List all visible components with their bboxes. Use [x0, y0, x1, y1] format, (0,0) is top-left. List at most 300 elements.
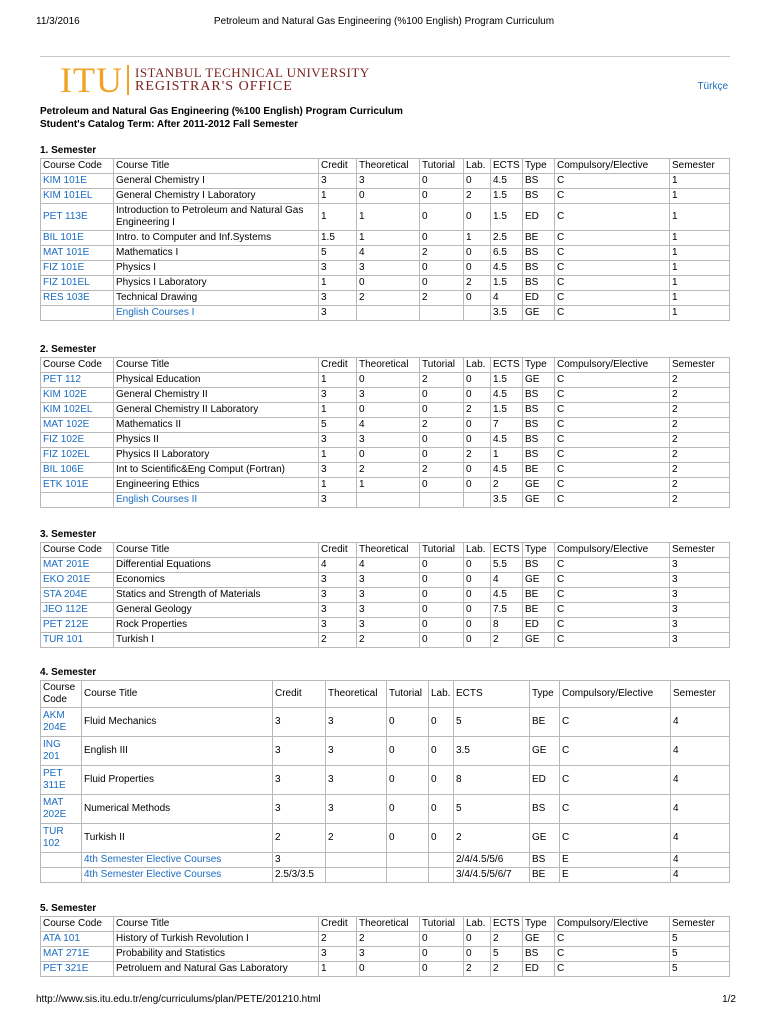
table-row: [41, 261, 730, 276]
column-header-credit: Credit: [319, 917, 357, 932]
course-title-cell: Rock Properties: [114, 618, 319, 633]
compulsory-elective-cell: C: [555, 373, 670, 388]
semester-cell: 1: [670, 189, 730, 204]
course-title-cell: Fluid Properties: [82, 766, 273, 795]
course-code-cell: [41, 708, 82, 737]
ects-cell: 2: [491, 932, 523, 947]
course-code-cell: [41, 853, 82, 868]
course-code-cell: [41, 448, 114, 463]
ects-cell: 2: [491, 962, 523, 977]
type-cell: BS: [530, 853, 560, 868]
ects-cell: 4.5: [491, 174, 523, 189]
compulsory-elective-cell: C: [555, 433, 670, 448]
course-code-link[interactable]: PET 212E: [43, 619, 89, 630]
column-header-tutorial: Tutorial: [420, 917, 464, 932]
compulsory-elective-cell: C: [555, 261, 670, 276]
compulsory-elective-cell: C: [555, 932, 670, 947]
credit-cell: 3: [319, 603, 357, 618]
column-header-theoretical: Theoretical: [357, 543, 420, 558]
semester-cell: 2: [670, 388, 730, 403]
type-cell: ED: [523, 962, 555, 977]
semester-1-title: 1. Semester: [40, 145, 97, 156]
semester-cell: 2: [670, 448, 730, 463]
lab-cell: 0: [464, 388, 491, 403]
lab-cell: 0: [464, 174, 491, 189]
program-heading: [40, 105, 730, 131]
table-row: [41, 388, 730, 403]
elective-courses-link[interactable]: English Courses II: [116, 494, 198, 505]
ects-cell: 3.5: [491, 306, 523, 321]
course-code-link[interactable]: BIL 106E: [43, 464, 84, 475]
type-cell: BE: [523, 603, 555, 618]
credit-cell: 3: [319, 588, 357, 603]
course-code-link[interactable]: ATA 101: [43, 933, 80, 944]
tutorial-cell: 0: [387, 737, 429, 766]
type-cell: GE: [523, 633, 555, 648]
theoretical-cell: 3: [357, 261, 420, 276]
lab-cell: 0: [464, 558, 491, 573]
course-code-link[interactable]: MAT 102E: [43, 419, 90, 430]
type-cell: ED: [530, 766, 560, 795]
course-code-cell: [41, 204, 114, 231]
course-code-link[interactable]: RES 103E: [43, 292, 90, 303]
table-row: [41, 174, 730, 189]
semester-4-title: 4. Semester: [40, 667, 97, 678]
column-header-tutorial: Tutorial: [420, 159, 464, 174]
type-cell: BS: [523, 189, 555, 204]
credit-cell: 3: [319, 433, 357, 448]
theoretical-cell: 2: [357, 463, 420, 478]
course-code-cell: [41, 947, 114, 962]
course-code-link[interactable]: MAT 202E: [43, 797, 67, 820]
column-header-ects: ECTS: [491, 917, 523, 932]
course-code-cell: [41, 388, 114, 403]
tutorial-cell: 0: [420, 231, 464, 246]
ects-cell: 4.5: [491, 261, 523, 276]
type-cell: BS: [523, 246, 555, 261]
course-code-link[interactable]: FIZ 102EL: [43, 449, 90, 460]
credit-cell: 3: [273, 766, 326, 795]
semester-cell: 1: [670, 246, 730, 261]
table-row: [41, 633, 730, 648]
course-title-cell: Mathematics I: [114, 246, 319, 261]
table-row: [41, 291, 730, 306]
table-row: [41, 603, 730, 618]
course-code-cell: [41, 824, 82, 853]
semester-3-table: [40, 542, 730, 648]
tutorial-cell: 0: [420, 573, 464, 588]
semester-4-table: [40, 680, 730, 883]
itu-logo[interactable]: [60, 60, 370, 100]
table-row: [41, 618, 730, 633]
compulsory-elective-cell: C: [555, 493, 670, 508]
compulsory-elective-cell: C: [555, 291, 670, 306]
tutorial-cell: 0: [420, 204, 464, 231]
tutorial-cell: 0: [387, 795, 429, 824]
course-code-link[interactable]: KIM 102E: [43, 389, 87, 400]
semester-cell: 4: [671, 868, 730, 883]
course-code-cell: [41, 603, 114, 618]
lab-cell: 2: [464, 962, 491, 977]
type-cell: GE: [523, 932, 555, 947]
column-header-credit: Credit: [319, 159, 357, 174]
logo-divider: [127, 65, 129, 95]
semester-cell: 1: [670, 204, 730, 231]
course-code-link[interactable]: STA 204E: [43, 589, 88, 600]
theoretical-cell: 3: [357, 618, 420, 633]
course-code-link[interactable]: PET 112: [43, 374, 81, 385]
semester-3-title: 3. Semester: [40, 529, 97, 540]
tutorial-cell: 0: [420, 403, 464, 418]
ects-cell: 3/4/4.5/5/6/7: [454, 868, 530, 883]
table-row: [41, 493, 730, 508]
course-code-link[interactable]: EKO 201E: [43, 574, 91, 585]
course-title-cell: [114, 306, 319, 321]
course-title-cell: [82, 853, 273, 868]
column-header-semester: Semester: [670, 543, 730, 558]
compulsory-elective-cell: E: [560, 853, 671, 868]
compulsory-elective-cell: C: [555, 603, 670, 618]
ects-cell: 8: [491, 618, 523, 633]
semester-cell: 2: [670, 418, 730, 433]
table-row: [41, 373, 730, 388]
column-header-lab: Lab.: [464, 159, 491, 174]
course-code-cell: [41, 558, 114, 573]
column-header-lab: Lab.: [429, 681, 454, 708]
header-row: [41, 917, 730, 932]
column-header-course-title: Course Title: [114, 917, 319, 932]
lab-cell: 0: [464, 373, 491, 388]
compulsory-elective-cell: C: [555, 962, 670, 977]
type-cell: BS: [530, 795, 560, 824]
header-row: [41, 358, 730, 373]
course-code-cell: [41, 633, 114, 648]
credit-cell: 3: [273, 708, 326, 737]
language-link-turkish[interactable]: Türkçe: [697, 81, 728, 92]
compulsory-elective-cell: C: [555, 448, 670, 463]
course-code-link[interactable]: MAT 101E: [43, 247, 90, 258]
ects-cell: 2: [491, 633, 523, 648]
ects-cell: 7: [491, 418, 523, 433]
course-code-link[interactable]: ING 201: [43, 739, 61, 762]
semester-cell: 2: [670, 478, 730, 493]
lab-cell: [429, 853, 454, 868]
course-code-cell: [41, 433, 114, 448]
theoretical-cell: 2: [357, 291, 420, 306]
column-header-type: Type: [523, 358, 555, 373]
table-row: [41, 558, 730, 573]
semester-cell: 2: [670, 493, 730, 508]
lab-cell: 2: [464, 276, 491, 291]
semester-2-title: 2. Semester: [40, 344, 97, 355]
course-title-cell: Turkish I: [114, 633, 319, 648]
column-header-compulsory-elective: Compulsory/Elective: [555, 159, 670, 174]
lab-cell: 0: [464, 603, 491, 618]
course-code-link[interactable]: KIM 101EL: [43, 190, 93, 201]
header-row: [41, 543, 730, 558]
theoretical-cell: 2: [326, 824, 387, 853]
credit-cell: 5: [319, 418, 357, 433]
course-title-cell: Physical Education: [114, 373, 319, 388]
lab-cell: 1: [464, 231, 491, 246]
ects-cell: 3.5: [454, 737, 530, 766]
tutorial-cell: [420, 306, 464, 321]
table-row: [41, 868, 730, 883]
theoretical-cell: 1: [357, 478, 420, 493]
semester-cell: 1: [670, 231, 730, 246]
course-code-cell: [41, 373, 114, 388]
table-row: [41, 795, 730, 824]
type-cell: GE: [523, 478, 555, 493]
semester-cell: 4: [671, 737, 730, 766]
type-cell: BE: [523, 588, 555, 603]
table-row: [41, 448, 730, 463]
lab-cell: 0: [464, 433, 491, 448]
tutorial-cell: 0: [420, 276, 464, 291]
table-row: [41, 932, 730, 947]
type-cell: BS: [523, 388, 555, 403]
column-header-semester: Semester: [670, 159, 730, 174]
lab-cell: 0: [429, 824, 454, 853]
column-header-course-code: Course Code: [41, 917, 114, 932]
course-title-cell: General Chemistry I Laboratory: [114, 189, 319, 204]
credit-cell: 3: [273, 853, 326, 868]
column-header-ects: ECTS: [454, 681, 530, 708]
semester-cell: 3: [670, 558, 730, 573]
table-row: [41, 588, 730, 603]
type-cell: GE: [523, 306, 555, 321]
ects-cell: 7.5: [491, 603, 523, 618]
course-title-cell: General Chemistry II: [114, 388, 319, 403]
table-row: [41, 947, 730, 962]
credit-cell: 1: [319, 204, 357, 231]
table-row: [41, 478, 730, 493]
course-code-link[interactable]: PET 321E: [43, 963, 89, 974]
type-cell: BE: [523, 231, 555, 246]
course-code-link[interactable]: BIL 101E: [43, 232, 84, 243]
column-header-compulsory-elective: Compulsory/Elective: [560, 681, 671, 708]
theoretical-cell: 4: [357, 246, 420, 261]
course-code-cell: [41, 618, 114, 633]
semester-cell: 5: [670, 947, 730, 962]
type-cell: BS: [523, 448, 555, 463]
ects-cell: 4: [491, 291, 523, 306]
semester-cell: 4: [671, 708, 730, 737]
catalog-term: Student's Catalog Term: After 2011-2012 Fall Semester: [40, 119, 299, 130]
column-header-compulsory-elective: Compulsory/Elective: [555, 543, 670, 558]
elective-courses-link[interactable]: 4th Semester Elective Courses: [84, 869, 222, 880]
course-title-cell: [114, 493, 319, 508]
course-code-link[interactable]: KIM 102EL: [43, 404, 93, 415]
tutorial-cell: 2: [420, 373, 464, 388]
table-row: [41, 708, 730, 737]
course-code-cell: [41, 493, 114, 508]
lab-cell: 2: [464, 189, 491, 204]
column-header-course-title: Course Title: [82, 681, 273, 708]
course-code-link[interactable]: FIZ 101E: [43, 262, 85, 273]
semester-cell: 2: [670, 463, 730, 478]
tutorial-cell: 0: [420, 633, 464, 648]
course-code-link[interactable]: FIZ 101EL: [43, 277, 90, 288]
lab-cell: 0: [464, 618, 491, 633]
tutorial-cell: 0: [420, 261, 464, 276]
print-document-title: Petroleum and Natural Gas Engineering (%100 English) Program Curriculum: [213, 16, 555, 27]
semester-cell: 1: [670, 261, 730, 276]
theoretical-cell: 0: [357, 403, 420, 418]
column-header-tutorial: Tutorial: [420, 358, 464, 373]
column-header-semester: Semester: [670, 917, 730, 932]
compulsory-elective-cell: C: [560, 824, 671, 853]
semester-cell: 3: [670, 603, 730, 618]
semester-cell: 3: [670, 618, 730, 633]
theoretical-cell: 3: [326, 737, 387, 766]
elective-courses-link[interactable]: 4th Semester Elective Courses: [84, 854, 222, 865]
course-code-link[interactable]: PET 113E: [43, 211, 88, 222]
column-header-theoretical: Theoretical: [357, 358, 420, 373]
credit-cell: 1: [319, 189, 357, 204]
elective-courses-link[interactable]: English Courses I: [116, 307, 195, 318]
theoretical-cell: 3: [326, 766, 387, 795]
lab-cell: 0: [464, 418, 491, 433]
compulsory-elective-cell: C: [555, 388, 670, 403]
theoretical-cell: 1: [357, 204, 420, 231]
compulsory-elective-cell: C: [555, 276, 670, 291]
tutorial-cell: 0: [420, 478, 464, 493]
tutorial-cell: 0: [420, 588, 464, 603]
ects-cell: 4: [491, 573, 523, 588]
course-title-cell: Intro. to Computer and Inf.Systems: [114, 231, 319, 246]
print-url: http://www.sis.itu.edu.tr/eng/curriculums/plan/PETE/201210.html: [36, 994, 321, 1005]
compulsory-elective-cell: C: [555, 618, 670, 633]
theoretical-cell: [357, 493, 420, 508]
course-code-cell: [41, 291, 114, 306]
course-title-cell: Physics II Laboratory: [114, 448, 319, 463]
logo-abbreviation: ITU: [60, 60, 123, 100]
column-header-course-code: Course Code: [41, 358, 114, 373]
credit-cell: 1: [319, 373, 357, 388]
column-header-theoretical: Theoretical: [357, 159, 420, 174]
lab-cell: 0: [464, 478, 491, 493]
theoretical-cell: [326, 853, 387, 868]
column-header-course-title: Course Title: [114, 358, 319, 373]
compulsory-elective-cell: C: [555, 174, 670, 189]
table-row: [41, 246, 730, 261]
course-code-link[interactable]: JEO 112E: [43, 604, 88, 615]
column-header-credit: Credit: [319, 543, 357, 558]
course-title-cell: Technical Drawing: [114, 291, 319, 306]
course-code-link[interactable]: TUR 102: [43, 826, 64, 849]
compulsory-elective-cell: C: [555, 418, 670, 433]
course-code-cell: [41, 588, 114, 603]
table-row: [41, 573, 730, 588]
course-code-link[interactable]: KIM 101E: [43, 175, 87, 186]
column-header-course-code: Course Code: [41, 159, 114, 174]
column-header-semester: Semester: [670, 358, 730, 373]
compulsory-elective-cell: C: [555, 403, 670, 418]
theoretical-cell: 0: [357, 189, 420, 204]
header-row: [41, 159, 730, 174]
column-header-course-code: Course Code: [41, 681, 82, 708]
course-code-link[interactable]: PET 311E: [43, 768, 66, 791]
course-title-cell: General Chemistry I: [114, 174, 319, 189]
column-header-course-code: Course Code: [41, 543, 114, 558]
credit-cell: 3: [273, 795, 326, 824]
course-title-cell: Fluid Mechanics: [82, 708, 273, 737]
theoretical-cell: 3: [326, 795, 387, 824]
semester-cell: 4: [671, 824, 730, 853]
table-row: [41, 962, 730, 977]
theoretical-cell: 3: [357, 947, 420, 962]
print-page-number: 1/2: [722, 994, 736, 1005]
header-row: [41, 681, 730, 708]
course-code-link[interactable]: MAT 201E: [43, 559, 90, 570]
ects-cell: 5.5: [491, 558, 523, 573]
credit-cell: 3: [319, 291, 357, 306]
lab-cell: 0: [464, 246, 491, 261]
type-cell: GE: [523, 373, 555, 388]
credit-cell: 3: [319, 573, 357, 588]
tutorial-cell: 0: [420, 558, 464, 573]
header-banner: [40, 57, 730, 101]
type-cell: BS: [523, 276, 555, 291]
tutorial-cell: 0: [420, 603, 464, 618]
lab-cell: 0: [429, 795, 454, 824]
column-header-theoretical: Theoretical: [326, 681, 387, 708]
credit-cell: 1: [319, 962, 357, 977]
credit-cell: 3: [319, 388, 357, 403]
course-code-link[interactable]: AKM 204E: [43, 710, 67, 733]
course-code-cell: [41, 932, 114, 947]
credit-cell: 2.5/3/3.5: [273, 868, 326, 883]
compulsory-elective-cell: C: [555, 189, 670, 204]
ects-cell: 6.5: [491, 246, 523, 261]
table-row: [41, 418, 730, 433]
tutorial-cell: 0: [420, 962, 464, 977]
lab-cell: 0: [464, 261, 491, 276]
course-code-link[interactable]: MAT 271E: [43, 948, 90, 959]
page-content: [40, 56, 730, 131]
theoretical-cell: 3: [357, 603, 420, 618]
semester-cell: 2: [670, 373, 730, 388]
theoretical-cell: [326, 868, 387, 883]
theoretical-cell: 3: [326, 708, 387, 737]
theoretical-cell: 4: [357, 418, 420, 433]
course-code-link[interactable]: FIZ 102E: [43, 434, 85, 445]
type-cell: BS: [523, 418, 555, 433]
course-code-cell: [41, 418, 114, 433]
column-header-lab: Lab.: [464, 917, 491, 932]
course-title-cell: Physics I Laboratory: [114, 276, 319, 291]
course-code-cell: [41, 189, 114, 204]
credit-cell: 3: [319, 463, 357, 478]
course-code-cell: [41, 231, 114, 246]
lab-cell: 2: [464, 403, 491, 418]
tutorial-cell: 2: [420, 291, 464, 306]
theoretical-cell: 3: [357, 588, 420, 603]
credit-cell: 2: [273, 824, 326, 853]
credit-cell: 3: [319, 947, 357, 962]
type-cell: BS: [523, 174, 555, 189]
semester-5-title: 5. Semester: [40, 903, 97, 914]
course-code-link[interactable]: TUR 101: [43, 634, 84, 645]
type-cell: BE: [530, 868, 560, 883]
course-code-link[interactable]: ETK 101E: [43, 479, 89, 490]
theoretical-cell: 3: [357, 174, 420, 189]
semester-cell: 3: [670, 588, 730, 603]
print-date: 11/3/2016: [36, 16, 80, 27]
course-title-cell: Economics: [114, 573, 319, 588]
theoretical-cell: 2: [357, 633, 420, 648]
